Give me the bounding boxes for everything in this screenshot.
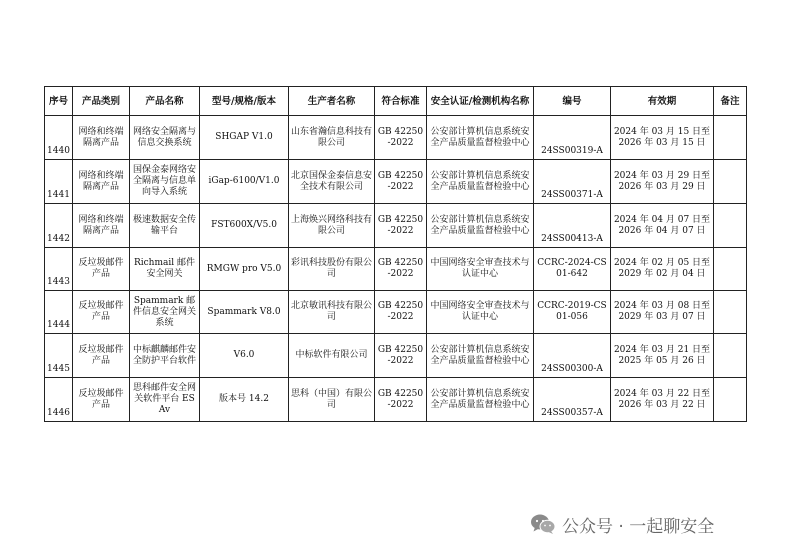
cell-maker: 北京国保金泰信息安全技术有限公司 (289, 160, 375, 204)
cell-cert-org: 公安部计算机信息系统安全产品质量监督检验中心 (427, 204, 534, 248)
cell-validity: 2024 年 03 月 22 日至 2026 年 03 月 22 日 (611, 378, 714, 422)
cell-standard: GB 42250-2022 (375, 204, 427, 248)
wechat-watermark (530, 512, 714, 536)
cell-product-name: Spammark 邮件信息安全网关系统 (130, 291, 200, 334)
cell-category: 反垃圾邮件产品 (73, 378, 130, 422)
cell-category: 反垃圾邮件产品 (73, 248, 130, 291)
table-row (45, 291, 747, 334)
cell-validity: 2024 年 03 月 15 日至 2026 年 03 月 15 日 (611, 116, 714, 160)
cell-seq: 1443 (45, 248, 73, 291)
cell-product-name: Richmail 邮件安全网关 (130, 248, 200, 291)
certification-table (44, 86, 747, 422)
cell-category: 网络和终端隔离产品 (73, 116, 130, 160)
cell-category: 反垃圾邮件产品 (73, 334, 130, 378)
cell-product-name: 思科邮件安全网关软件平台 ESAv (130, 378, 200, 422)
cell-remark (714, 334, 747, 378)
wechat-icon (530, 513, 556, 535)
cell-model: V6.0 (200, 334, 289, 378)
cell-model: SHGAP V1.0 (200, 116, 289, 160)
cell-product-name: 网络安全隔离与信息交换系统 (130, 116, 200, 160)
cell-cert-org: 中国网络安全审查技术与认证中心 (427, 248, 534, 291)
cell-cert-no: 24SS00413-A (534, 204, 611, 248)
cell-cert-no: 24SS00357-A (534, 378, 611, 422)
header-standard: 符合标准 (375, 87, 427, 116)
cell-validity: 2024 年 04 月 07 日至 2026 年 04 月 07 日 (611, 204, 714, 248)
cell-cert-org: 中国网络安全审查技术与认证中心 (427, 291, 534, 334)
header-maker: 生产者名称 (289, 87, 375, 116)
cell-cert-no: CCRC-2024-CS01-642 (534, 248, 611, 291)
cell-seq: 1440 (45, 116, 73, 160)
cell-product-name: 国保金泰网络安全隔离与信息单向导入系统 (130, 160, 200, 204)
cell-standard: GB 42250-2022 (375, 291, 427, 334)
cell-remark (714, 116, 747, 160)
cell-seq: 1446 (45, 378, 73, 422)
cell-model: RMGW pro V5.0 (200, 248, 289, 291)
cell-remark (714, 248, 747, 291)
cell-category: 网络和终端隔离产品 (73, 160, 130, 204)
cell-seq: 1444 (45, 291, 73, 334)
table-row (45, 116, 747, 160)
header-cert-no: 编号 (534, 87, 611, 116)
cell-remark (714, 160, 747, 204)
cell-cert-org: 公安部计算机信息系统安全产品质量监督检验中心 (427, 160, 534, 204)
header-category: 产品类别 (73, 87, 130, 116)
cell-standard: GB 42250-2022 (375, 248, 427, 291)
cell-cert-no: 24SS00371-A (534, 160, 611, 204)
cell-maker: 彩讯科技股份有限公司 (289, 248, 375, 291)
table-row (45, 334, 747, 378)
cell-category: 反垃圾邮件产品 (73, 291, 130, 334)
table-row (45, 378, 747, 422)
cell-maker: 思科（中国）有限公司 (289, 378, 375, 422)
cell-model: Spammark V8.0 (200, 291, 289, 334)
cell-seq: 1442 (45, 204, 73, 248)
table-row (45, 204, 747, 248)
header-validity: 有效期 (611, 87, 714, 116)
header-cert-org: 安全认证/检测机构名称 (427, 87, 534, 116)
cell-model: iGap-6100/V1.0 (200, 160, 289, 204)
cell-maker: 上海焕兴网络科技有限公司 (289, 204, 375, 248)
cell-validity: 2024 年 03 月 08 日至 2029 年 03 月 07 日 (611, 291, 714, 334)
cell-validity: 2024 年 03 月 21 日至 2025 年 05 月 26 日 (611, 334, 714, 378)
cell-remark (714, 291, 747, 334)
cell-cert-no: CCRC-2019-CS01-056 (534, 291, 611, 334)
cell-cert-org: 公安部计算机信息系统安全产品质量监督检验中心 (427, 334, 534, 378)
table-header-row (45, 87, 747, 116)
cell-standard: GB 42250-2022 (375, 378, 427, 422)
cell-maker: 北京敏讯科技有限公司 (289, 291, 375, 334)
cell-cert-no: 24SS00300-A (534, 334, 611, 378)
cell-cert-org: 公安部计算机信息系统安全产品质量监督检验中心 (427, 378, 534, 422)
cell-validity: 2024 年 02 月 05 日至 2029 年 02 月 04 日 (611, 248, 714, 291)
cell-seq: 1445 (45, 334, 73, 378)
header-remark: 备注 (714, 87, 747, 116)
cell-seq: 1441 (45, 160, 73, 204)
header-product-name: 产品名称 (130, 87, 200, 116)
cell-standard: GB 42250-2022 (375, 116, 427, 160)
cell-maker: 中标软件有限公司 (289, 334, 375, 378)
cell-maker: 山东省瀚信息科技有限公司 (289, 116, 375, 160)
cell-model: FST600X/V5.0 (200, 204, 289, 248)
cell-validity: 2024 年 03 月 29 日至 2026 年 03 月 29 日 (611, 160, 714, 204)
header-seq: 序号 (45, 87, 73, 116)
cell-standard: GB 42250-2022 (375, 334, 427, 378)
cell-remark (714, 204, 747, 248)
cell-model: 版本号 14.2 (200, 378, 289, 422)
watermark-text: 公众号 · 一起聊安全 (562, 516, 715, 537)
cell-cert-org: 公安部计算机信息系统安全产品质量监督检验中心 (427, 116, 534, 160)
cell-product-name: 极速数据安全传输平台 (130, 204, 200, 248)
cell-remark (714, 378, 747, 422)
cell-category: 网络和终端隔离产品 (73, 204, 130, 248)
header-model: 型号/规格/版本 (200, 87, 289, 116)
cell-standard: GB 42250-2022 (375, 160, 427, 204)
table-row (45, 248, 747, 291)
table-row (45, 160, 747, 204)
cell-cert-no: 24SS00319-A (534, 116, 611, 160)
cell-product-name: 中标麒麟邮件安全防护平台软件 (130, 334, 200, 378)
